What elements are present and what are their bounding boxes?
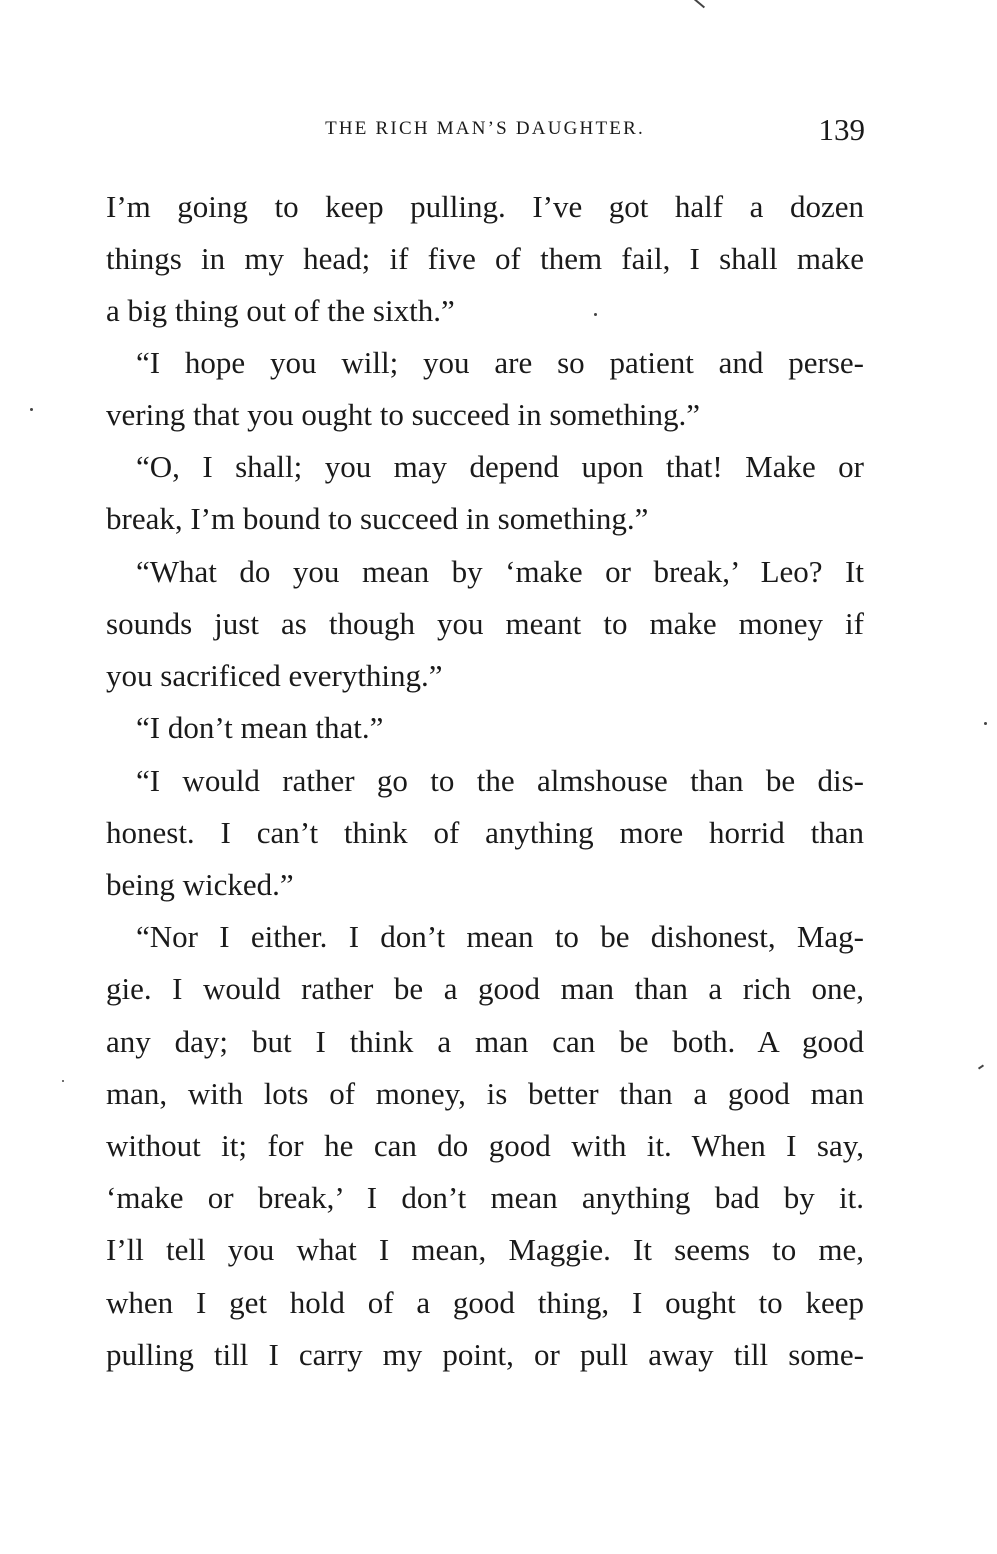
text-line: things in my head; if five of them fail, I shall make xyxy=(106,241,864,276)
scan-speck xyxy=(693,0,705,8)
text-line: ‘make or break,’ I don’t mean anything bad by it. xyxy=(106,1180,864,1215)
text-line: without it; for he can do good with it. When I say, xyxy=(106,1128,864,1163)
scan-speck xyxy=(30,408,33,411)
text-line: “I would rather go to the almshouse than be dis- xyxy=(136,763,864,798)
scan-speck xyxy=(62,1080,64,1082)
text-line: “What do you mean by ‘make or break,’ Leo? It xyxy=(136,554,864,589)
text-line: being wicked.” xyxy=(106,867,294,902)
text-line: when I get hold of a good thing, I ought to keep xyxy=(106,1285,864,1320)
text-line: I’m going to keep pulling. I’ve got half a dozen xyxy=(106,189,864,224)
text-line: “O, I shall; you may depend upon that! Make or xyxy=(136,449,864,484)
text-line: “Nor I either. I don’t mean to be dishonest, Mag- xyxy=(136,919,864,954)
text-line: pulling till I carry my point, or pull away till some- xyxy=(106,1337,864,1372)
text-line: honest. I can’t think of anything more horrid than xyxy=(106,815,864,850)
scan-speck xyxy=(594,313,597,316)
text-line: I’ll tell you what I mean, Maggie. It seems to me, xyxy=(106,1232,864,1267)
text-line: sounds just as though you meant to make money if xyxy=(106,606,864,641)
text-line: vering that you ought to succeed in something.” xyxy=(106,397,701,432)
running-header xyxy=(105,112,865,152)
text-line: you sacrificed everything.” xyxy=(106,658,443,693)
text-line: a big thing out of the sixth.” xyxy=(106,293,455,328)
text-line: “I hope you will; you are so patient and perse- xyxy=(136,345,864,380)
scan-speck xyxy=(984,722,987,725)
text-line: any day; but I think a man can be both. A good xyxy=(106,1024,864,1059)
running-title: THE RICH MAN’S DAUGHTER. xyxy=(325,118,645,139)
text-line: break, I’m bound to succeed in something.” xyxy=(106,501,649,536)
text-line: gie. I would rather be a good man than a rich one, xyxy=(106,971,864,1006)
page-number: 139 xyxy=(818,112,865,147)
text-line: man, with lots of money, is better than a good man xyxy=(106,1076,864,1111)
text-line: “I don’t mean that.” xyxy=(136,710,384,745)
scan-speck xyxy=(978,1064,984,1069)
